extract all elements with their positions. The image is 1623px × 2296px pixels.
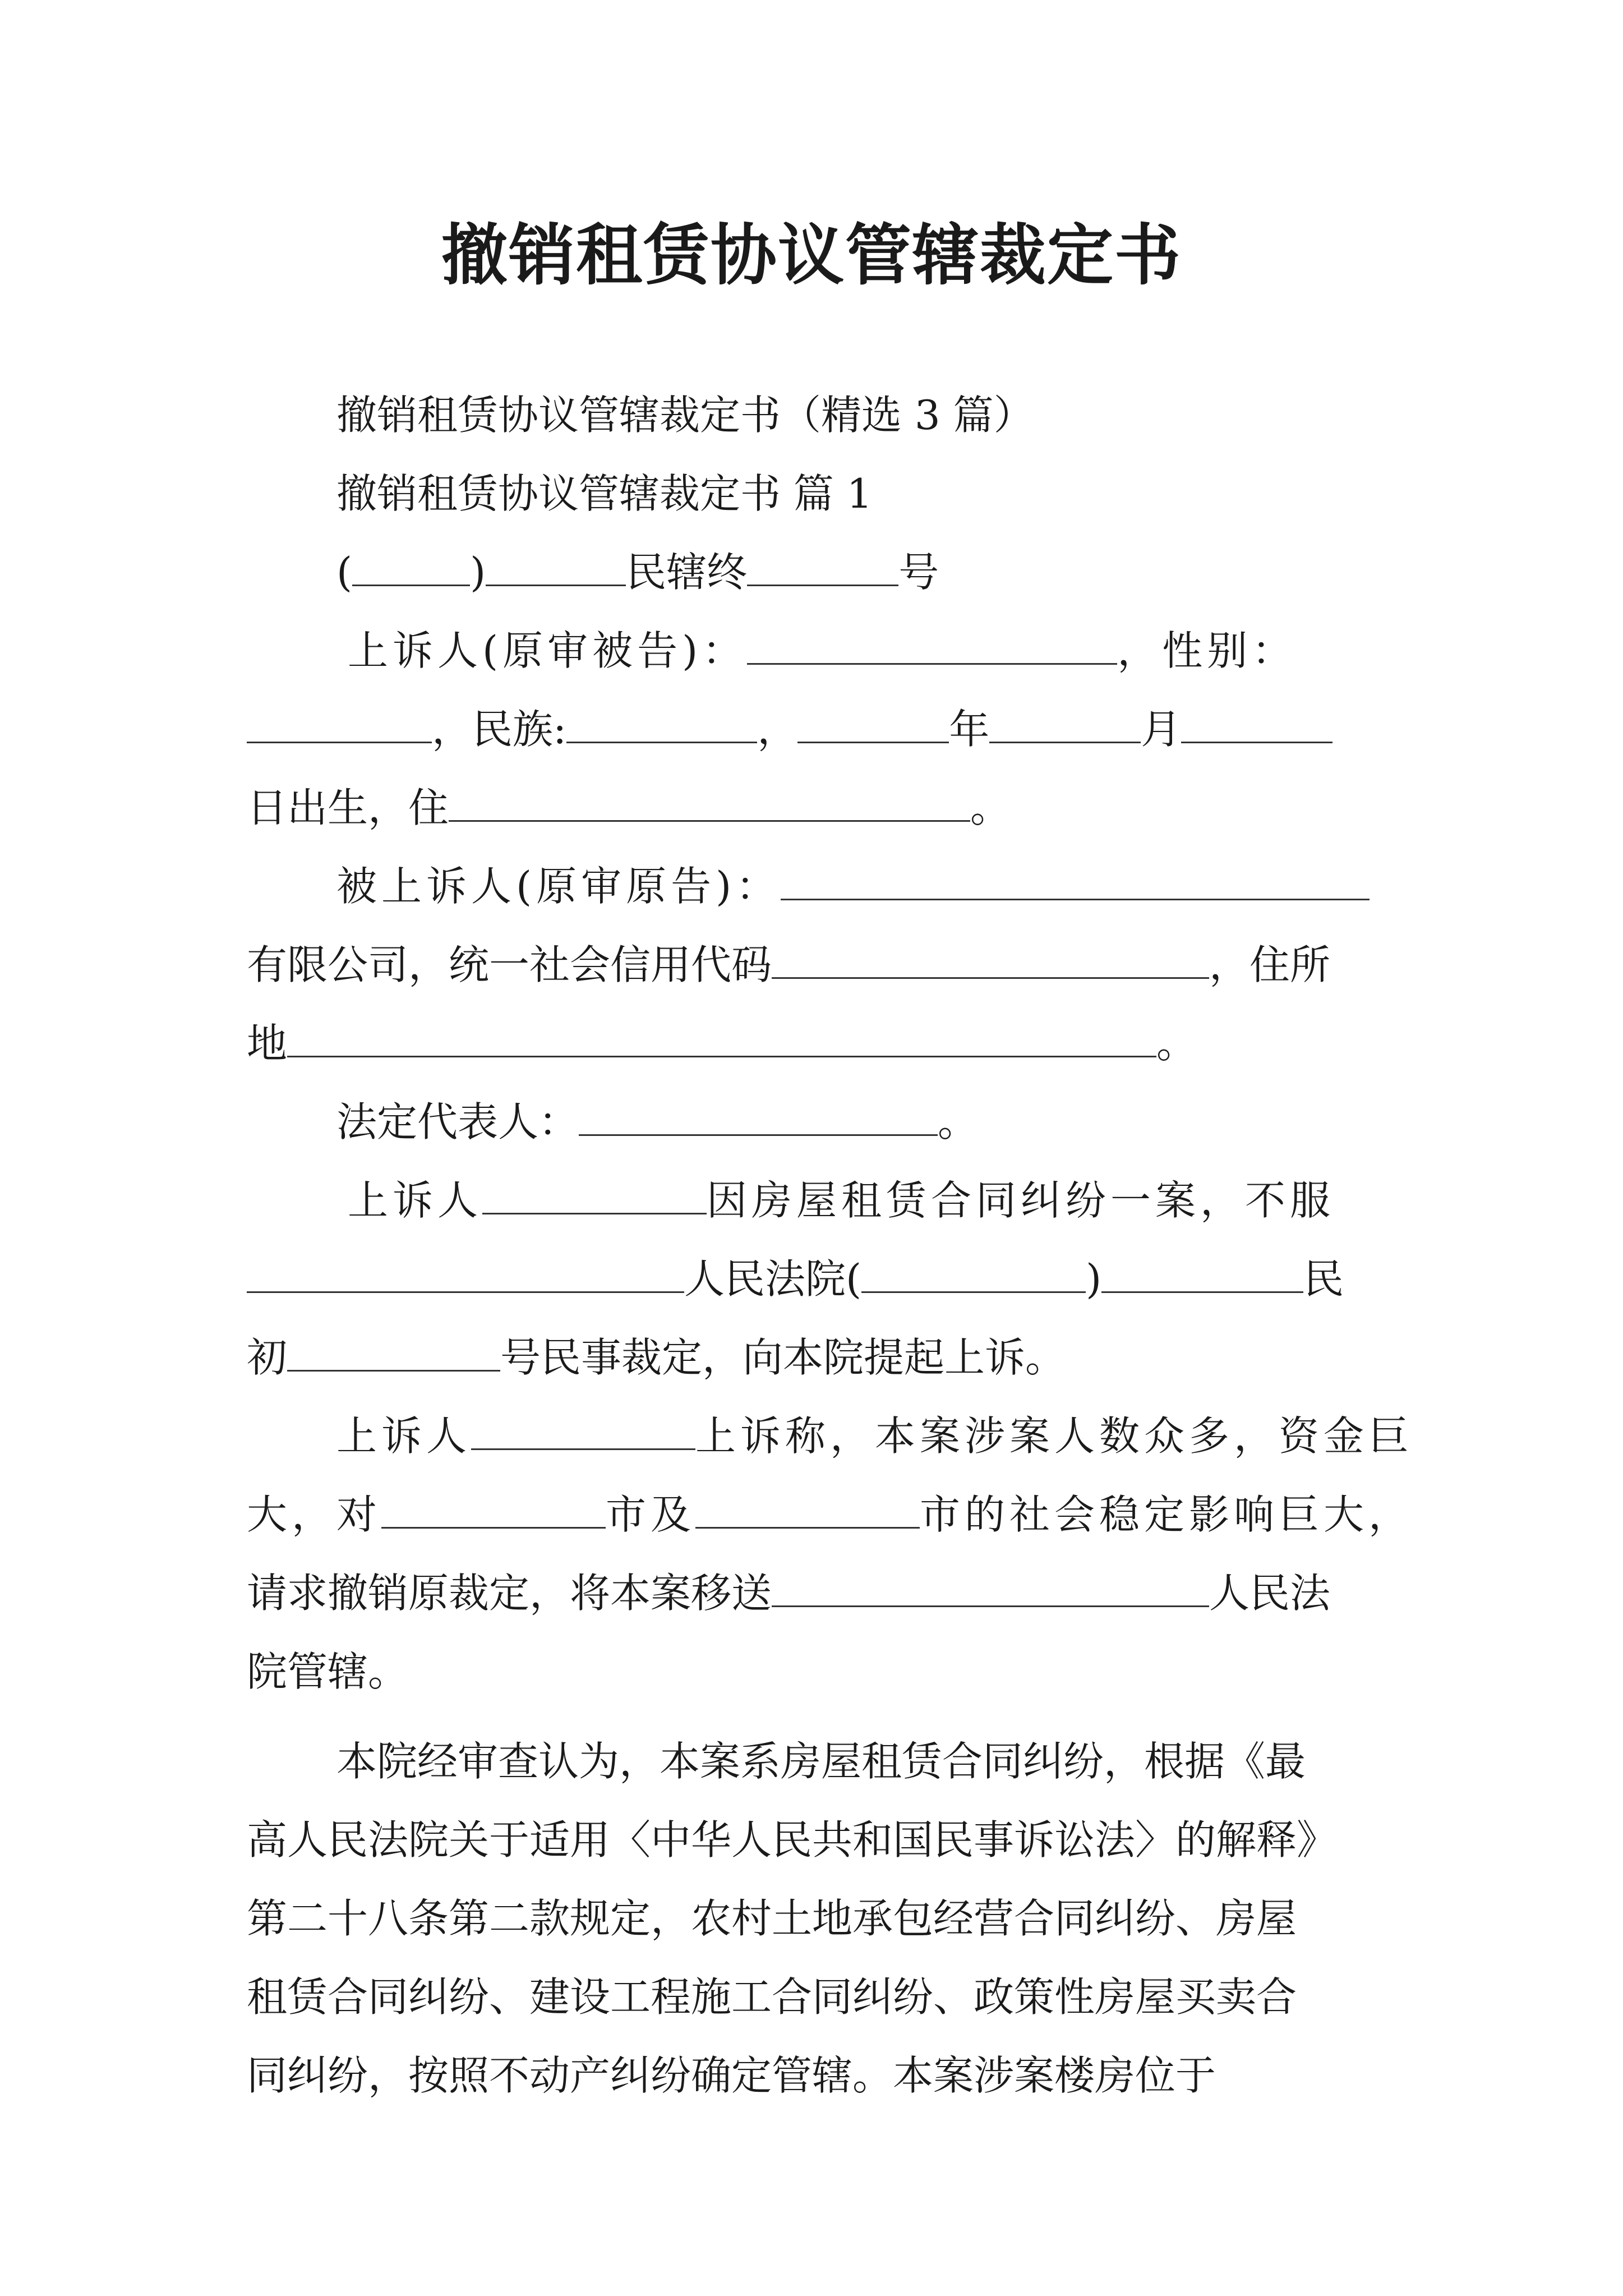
domicile-line [247,1015,1197,1071]
blank [772,1572,1209,1607]
paragraph-line: 本院经审查认为，本案系房屋租赁合同纠纷，根据《最 [336,1738,1306,1785]
transfer-line [247,1565,1330,1621]
birth-address-line [247,780,1011,836]
court-line [247,1251,1344,1307]
text: 被上诉人(原审原告)： [336,863,781,910]
text: ) [470,549,486,596]
paragraph-line: 租赁合同纠纷、建设工程施工合同纠纷、政策性房屋买卖合 [247,1973,1297,2021]
paragraph-line: 第二十八条第二款规定，农村土地承包经营合同纠纷、房屋 [247,1895,1297,1942]
blank [486,551,626,586]
text: 请求撤销原裁定，将本案移送 [247,1570,772,1617]
legal-rep-line [336,1094,978,1150]
text: 。 [970,784,1011,831]
text: 人民法 [1209,1570,1331,1617]
jurisdiction-line: 院管辖。 [247,1648,409,1695]
text: 法定代表人： [336,1098,579,1145]
text: ， [757,706,798,753]
text: ) [1086,1255,1102,1303]
blank [1101,1258,1303,1293]
blank [747,629,1117,665]
text: 市及 [606,1491,696,1538]
company-code-line [247,937,1330,993]
text: 上诉人 [348,1177,483,1224]
blank [287,1022,1156,1057]
text: 日出生，住 [247,784,449,831]
blank [566,708,757,743]
text: 大，对 [247,1491,382,1538]
text: 上诉人 [336,1412,472,1460]
blank [449,786,970,822]
text: 民辖终 [626,549,748,596]
blank [287,1336,500,1372]
blank [471,1415,695,1450]
paragraph-line: 同纠纷，按照不动产纠纷确定管辖。本案涉案楼房位于 [247,2052,1216,2099]
text: 因房屋租赁合同纠纷一案，不服 [707,1177,1335,1224]
appeal-intro-line [348,1172,1335,1228]
appellee-line [336,858,1370,914]
blank [247,708,432,743]
text: 月 [1141,706,1182,753]
text: 民 [1303,1255,1344,1303]
blank [797,708,949,743]
text: 号民事裁定，向本院提起上诉。 [500,1334,1066,1381]
blank [352,551,470,586]
text: 初 [247,1334,288,1381]
text: 上诉人(原审被告)： [348,627,748,674]
appeal-claim-line [336,1408,1413,1464]
appellant-line [348,623,1297,679]
city-line [247,1487,1413,1543]
text: 年 [949,706,990,753]
text: 号 [898,549,939,596]
text: 人民法院( [684,1255,862,1303]
blank [579,1101,938,1136]
blank [1181,708,1332,743]
document-title: 撤销租赁协议管辖裁定书 [441,217,1182,294]
blank [381,1493,606,1529]
blank [482,1179,707,1214]
text: ( [336,549,353,596]
subtitle-part-1: 撤销租赁协议管辖裁定书 篇 1 [336,470,873,517]
case-number-line [336,544,939,600]
text: ，住所 [1209,941,1331,988]
blank [781,865,1370,900]
text: 市的社会稳定影响巨大， [920,1491,1414,1538]
subtitle-collection: 撤销租赁协议管辖裁定书（精选 3 篇） [336,392,1034,439]
text: 地 [247,1020,288,1067]
appellant-detail-line [247,701,1332,757]
text: 有限公司，统一社会信用代码 [247,941,772,988]
blank [247,1258,684,1293]
text: ，性别： [1117,627,1297,674]
blank [695,1493,920,1529]
blank [747,551,898,586]
text: 上诉称，本案涉案人数众多，资金巨 [695,1412,1414,1460]
blank [861,1258,1086,1293]
text: ，民族: [432,706,567,753]
text: 。 [938,1098,979,1145]
paragraph-line: 高人民法院关于适用〈中华人民共和国民事诉讼法〉的解释》 [247,1816,1338,1864]
text: 。 [1156,1020,1197,1067]
ruling-line [247,1329,1066,1386]
blank [989,708,1141,743]
blank [772,944,1209,979]
